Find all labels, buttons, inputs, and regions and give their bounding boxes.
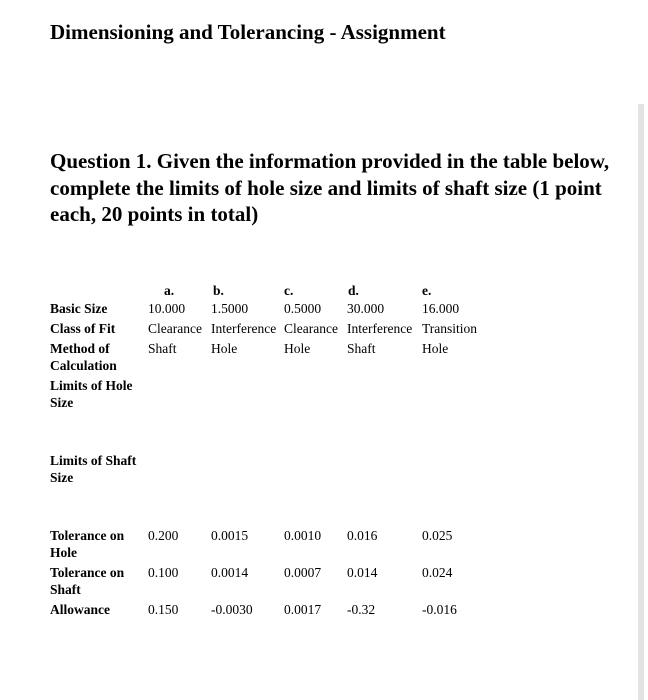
table-cell: 0.5000 — [284, 301, 322, 316]
table-cell: Shaft — [347, 341, 376, 356]
table-cell: 0.0010 — [284, 528, 322, 543]
table-cell: 0.150 — [148, 602, 179, 617]
row-label-class-of-fit: Class of Fit — [50, 321, 116, 336]
table-cell: 0.0014 — [211, 565, 249, 580]
document-title: Dimensioning and Tolerancing - Assignment — [50, 20, 446, 44]
table-cell: 0.014 — [347, 565, 378, 580]
table-cell: 10.000 — [148, 301, 186, 316]
table-cell: Clearance — [284, 321, 338, 336]
table-cell: 0.100 — [148, 565, 179, 580]
table-cell: -0.016 — [422, 602, 457, 617]
table-cell: Hole — [211, 341, 238, 356]
table-cell: 1.5000 — [211, 301, 249, 316]
column-header-b: b. — [213, 283, 224, 298]
table-cell: Interference — [211, 321, 277, 336]
table-cell: Interference — [347, 321, 413, 336]
table-cell: Hole — [422, 341, 449, 356]
row-label-tol-hole-line1: Tolerance on — [50, 528, 125, 543]
table-cell: 0.024 — [422, 565, 453, 580]
table-cell: Transition — [422, 321, 478, 336]
column-header-a: a. — [164, 283, 175, 298]
row-label-limits-hole-line1: Limits of Hole — [50, 378, 133, 393]
table-cell: 0.200 — [148, 528, 179, 543]
row-label-method-line2: Calculation — [50, 358, 117, 373]
column-header-d: d. — [348, 283, 359, 298]
scrollbar[interactable] — [638, 104, 644, 700]
column-header-e: e. — [422, 283, 432, 298]
table-cell: 16.000 — [422, 301, 460, 316]
row-label-tol-hole-line2: Hole — [50, 545, 77, 560]
row-label-tol-shaft-line2: Shaft — [50, 582, 81, 597]
row-label-tol-shaft-line1: Tolerance on — [50, 565, 125, 580]
row-label-method-line1: Method of — [50, 341, 110, 356]
row-label-basic-size: Basic Size — [50, 301, 108, 316]
table-cell: 0.0015 — [211, 528, 249, 543]
table-cell: Clearance — [148, 321, 202, 336]
row-label-limits-hole-line2: Size — [50, 395, 74, 410]
table-cell: 30.000 — [347, 301, 385, 316]
table-cell: 0.0017 — [284, 602, 322, 617]
column-header-c: c. — [284, 283, 294, 298]
row-label-limits-shaft-line2: Size — [50, 470, 74, 485]
table-cell: 0.016 — [347, 528, 378, 543]
table-cell: Shaft — [148, 341, 177, 356]
table-cell: Hole — [284, 341, 311, 356]
question-text: Question 1. Given the information provided in the table below, complete the limits of hole size and limits of shaft size (1 point each, 20 points in total) — [50, 149, 610, 226]
row-label-limits-shaft-line1: Limits of Shaft — [50, 453, 137, 468]
table-cell: 0.025 — [422, 528, 453, 543]
row-label-allowance: Allowance — [50, 602, 110, 617]
table-cell: -0.32 — [347, 602, 376, 617]
table-cell: 0.0007 — [284, 565, 322, 580]
table-cell: -0.0030 — [211, 602, 253, 617]
